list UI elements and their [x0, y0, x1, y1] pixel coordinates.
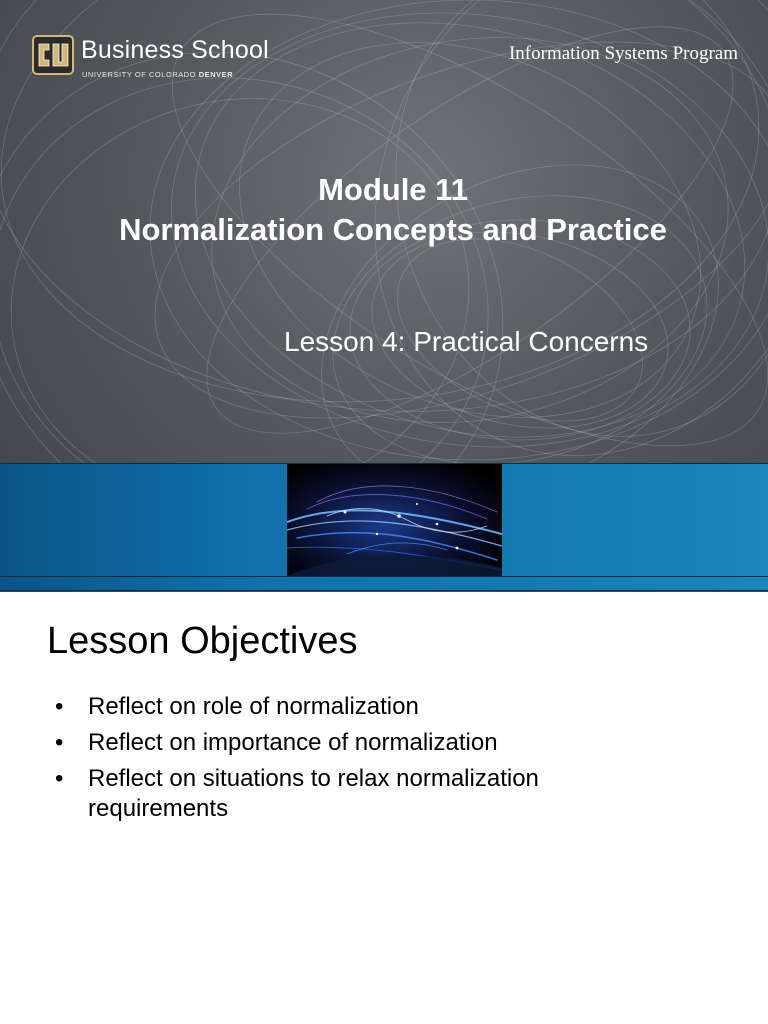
- slide-title: [0, 170, 768, 250]
- cu-monogram-icon: [32, 35, 74, 75]
- module-number: Module 11: [318, 172, 468, 207]
- objective-text: Reflect on importance of normalization: [88, 729, 498, 756]
- list-item: [55, 692, 615, 722]
- logo-subtitle-prefix: UNIVERSITY OF COLORADO: [82, 70, 197, 79]
- bullet-icon: •: [55, 765, 64, 792]
- list-item: [55, 764, 615, 824]
- network-lights-image: [287, 464, 502, 576]
- logo-subtitle: [82, 70, 233, 79]
- bullet-icon: •: [55, 729, 64, 756]
- list-item: [55, 728, 615, 758]
- banner-divider: [0, 576, 768, 577]
- program-name: Information Systems Program: [508, 43, 738, 64]
- logo-name: Business School: [81, 36, 269, 64]
- business-school-logo: [32, 33, 282, 81]
- objective-text: Reflect on situations to relax normalization requirements: [88, 765, 539, 822]
- objective-text: Reflect on role of normalization: [88, 693, 419, 720]
- module-title: Normalization Concepts and Practice: [119, 212, 667, 247]
- objectives-heading: Lesson Objectives: [47, 620, 358, 662]
- bullet-icon: •: [55, 693, 64, 720]
- lesson-subtitle: Lesson 4: Practical Concerns: [284, 326, 649, 357]
- objectives-list: [55, 692, 615, 830]
- logo-subtitle-emphasis: DENVER: [198, 70, 234, 79]
